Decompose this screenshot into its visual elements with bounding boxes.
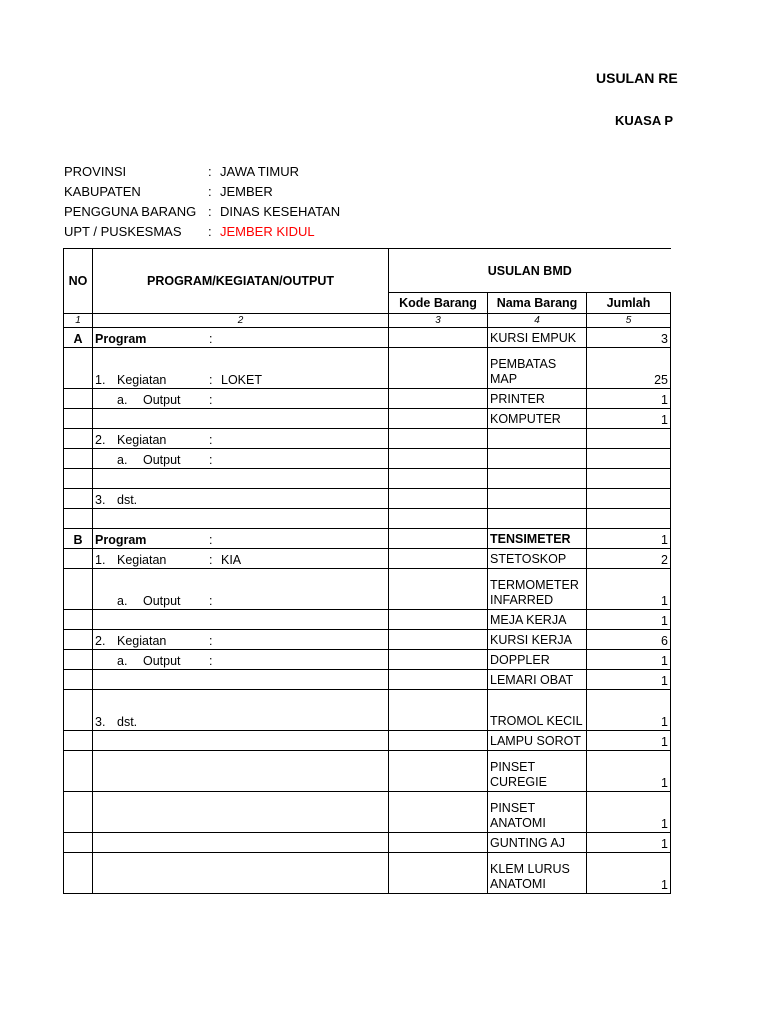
row-nama-barang [488,509,587,529]
row-nama-barang: KLEM LURUS ANATOMI [488,853,587,894]
row-no [64,792,93,833]
row-jumlah: 1 [587,731,671,751]
row-number: a. [117,594,128,608]
info-value: JAWA TIMUR [220,164,299,179]
row-no [64,449,93,469]
table-row [64,610,671,630]
row-kode-barang [389,731,488,751]
row-number: 3. [95,493,106,507]
row-jumlah: 1 [587,833,671,853]
row-label: Output [143,393,181,407]
row-number: a. [117,393,128,407]
info-colon: : [208,164,212,179]
row-number: 2. [95,634,106,648]
row-no [64,348,93,389]
row-colon: : [209,393,213,407]
row-jumlah: 1 [587,389,671,409]
info-colon: : [208,204,212,219]
row-nama-barang: KOMPUTER [488,409,587,429]
table-row [64,731,671,751]
row-program [93,569,389,610]
row-colon: : [209,332,213,346]
table-row [64,549,671,569]
table-row [64,670,671,690]
row-nama-barang: GUNTING AJ [488,833,587,853]
row-nama-barang: TERMOMETER INFARRED [488,569,587,610]
index-row [64,314,671,328]
row-kode-barang [389,569,488,610]
row-kode-barang [389,328,488,348]
row-jumlah: 1 [587,670,671,690]
row-number: 2. [95,433,106,447]
row-label: Output [143,654,181,668]
row-kode-barang [389,449,488,469]
row-nama-barang: LAMPU SOROT [488,731,587,751]
table-row [64,509,671,529]
row-kode-barang [389,792,488,833]
row-program [93,509,389,529]
row-program [93,348,389,389]
info-label: UPT / PUSKESMAS [64,224,182,239]
row-kode-barang [389,389,488,409]
row-program [93,751,389,792]
row-program [93,670,389,690]
row-number: 3. [95,715,106,729]
row-jumlah: 1 [587,610,671,630]
row-jumlah [587,429,671,449]
row-program [93,529,389,549]
table-row [64,690,671,731]
header-usulan-bmd: USULAN BMD [389,249,671,293]
row-no [64,650,93,670]
row-program [93,449,389,469]
row-program [93,690,389,731]
table-row [64,569,671,610]
row-program [93,833,389,853]
row-kode-barang [389,650,488,670]
row-number: a. [117,654,128,668]
row-jumlah [587,509,671,529]
row-number: a. [117,453,128,467]
row-no [64,489,93,509]
row-label: Kegiatan [117,634,167,648]
row-colon: : [209,654,213,668]
row-jumlah: 6 [587,630,671,650]
row-label: Kegiatan [117,553,167,567]
row-nama-barang: MEJA KERJA [488,610,587,630]
table-row [64,489,671,509]
document-title: USULAN RE [596,70,678,86]
row-label: dst. [117,715,138,729]
row-program [93,792,389,833]
row-no [64,509,93,529]
row-nama-barang: KURSI EMPUK [488,328,587,348]
row-jumlah: 25 [587,348,671,389]
info-colon: : [208,224,212,239]
row-value: LOKET [221,373,262,387]
row-nama-barang: PEMBATAS MAP [488,348,587,389]
row-label: Kegiatan [117,373,167,387]
row-no [64,549,93,569]
info-value: DINAS KESEHATAN [220,204,341,219]
info-label: KABUPATEN [64,184,141,199]
row-nama-barang: DOPPLER [488,650,587,670]
table-row [64,449,671,469]
row-kode-barang [389,429,488,449]
table-row [64,328,671,348]
row-colon: : [209,634,213,648]
row-no [64,731,93,751]
row-no [64,569,93,610]
row-kode-barang [389,409,488,429]
header-program: PROGRAM/KEGIATAN/OUTPUT [93,249,389,314]
row-kode-barang [389,833,488,853]
info-label: PENGGUNA BARANG [64,204,197,219]
row-label: Output [143,594,181,608]
row-kode-barang [389,348,488,389]
table-row [64,833,671,853]
row-program [93,853,389,894]
row-nama-barang: STETOSKOP [488,549,587,569]
row-colon: : [209,553,213,567]
row-nama-barang [488,429,587,449]
row-nama-barang: PINSET CUREGIE [488,751,587,792]
row-nama-barang [488,449,587,469]
row-number: 1. [95,373,106,387]
row-no [64,469,93,489]
row-label: Kegiatan [117,433,167,447]
row-program [93,389,389,409]
table-row [64,348,671,389]
table-row [64,469,671,489]
row-value: KIA [221,553,242,567]
row-kode-barang [389,690,488,731]
row-label: Program [95,533,147,547]
row-kode-barang [389,529,488,549]
row-no: B [64,529,93,549]
row-program [93,610,389,630]
row-kode-barang [389,509,488,529]
table-row [64,630,671,650]
document-subtitle: KUASA P [615,113,674,128]
row-jumlah [587,449,671,469]
index-cell: 3 [389,314,488,328]
row-no [64,833,93,853]
row-jumlah: 3 [587,328,671,348]
row-nama-barang: KURSI KERJA [488,630,587,650]
row-number: 1. [95,553,106,567]
header-jumlah: Jumlah [587,293,671,314]
header-nama-barang: Nama Barang [488,293,587,314]
index-cell: 4 [488,314,587,328]
row-kode-barang [389,853,488,894]
row-program [93,731,389,751]
row-kode-barang [389,751,488,792]
row-colon: : [209,373,213,387]
row-program [93,409,389,429]
table-row [64,409,671,429]
table-row [64,853,671,894]
header-row [64,249,671,293]
table-row [64,529,671,549]
row-no [64,751,93,792]
row-no [64,670,93,690]
row-nama-barang: LEMARI OBAT [488,670,587,690]
row-jumlah: 1 [587,853,671,894]
row-jumlah: 1 [587,751,671,792]
info-value: JEMBER [220,184,273,199]
header-no: NO [64,249,93,314]
row-jumlah: 1 [587,690,671,731]
row-program [93,630,389,650]
row-label: Output [143,453,181,467]
row-colon: : [209,433,213,447]
row-no [64,853,93,894]
row-nama-barang: TENSIMETER [488,529,587,549]
row-kode-barang [389,630,488,650]
row-no [64,690,93,731]
row-jumlah [587,469,671,489]
row-label: Program [95,332,147,346]
index-cell: 2 [93,314,389,328]
row-no: A [64,328,93,348]
row-program [93,429,389,449]
row-jumlah: 1 [587,529,671,549]
info-label: PROVINSI [64,164,127,179]
row-kode-barang [389,670,488,690]
row-jumlah: 1 [587,569,671,610]
header-kode-barang: Kode Barang [389,293,488,314]
table-row [64,792,671,833]
row-colon: : [209,453,213,467]
row-kode-barang [389,489,488,509]
row-jumlah: 1 [587,792,671,833]
row-jumlah [587,489,671,509]
row-nama-barang [488,489,587,509]
row-program [93,328,389,348]
row-no [64,610,93,630]
info-colon: : [208,184,212,199]
row-program [93,469,389,489]
row-jumlah: 2 [587,549,671,569]
index-cell: 5 [587,314,671,328]
table-row [64,389,671,409]
table-row [64,650,671,670]
table-row [64,751,671,792]
row-program [93,650,389,670]
row-no [64,409,93,429]
row-nama-barang: TROMOL KECIL [488,690,587,731]
row-nama-barang: PRINTER [488,389,587,409]
info-value-highlighted: JEMBER KIDUL [220,224,315,239]
row-no [64,429,93,449]
table-row [64,429,671,449]
row-jumlah: 1 [587,650,671,670]
row-nama-barang [488,469,587,489]
row-no [64,630,93,650]
row-no [64,389,93,409]
row-label: dst. [117,493,138,507]
row-nama-barang: PINSET ANATOMI [488,792,587,833]
index-cell: 1 [64,314,93,328]
row-program [93,489,389,509]
row-program [93,549,389,569]
row-colon: : [209,594,213,608]
row-kode-barang [389,549,488,569]
row-kode-barang [389,610,488,630]
row-colon: : [209,533,213,547]
row-jumlah: 1 [587,409,671,429]
usulan-table [63,248,671,894]
row-kode-barang [389,469,488,489]
